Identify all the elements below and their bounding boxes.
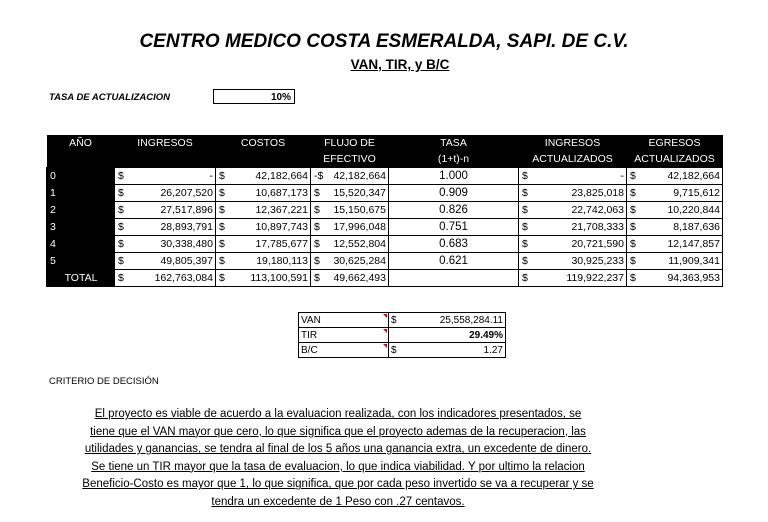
amount: 1.27 [483, 344, 503, 356]
amount: 29.49% [469, 329, 503, 341]
amount: 25,558,284.11 [439, 314, 503, 326]
amount: 21,708,333 [571, 220, 624, 233]
currency-symbol: $ [219, 203, 225, 216]
egr_act-cell[interactable] [627, 253, 723, 270]
header-cell: (1+t)-n [389, 151, 519, 168]
currency-symbol: $ [522, 186, 528, 199]
ing_act-cell[interactable] [519, 185, 627, 202]
result-row [299, 328, 506, 343]
currency-symbol: $ [118, 271, 124, 284]
amount: 26,207,520 [160, 186, 213, 199]
ingresos-cell[interactable] [115, 219, 216, 236]
page-subtitle [0, 57, 768, 72]
result-row [299, 343, 506, 358]
amount: 17,785,677 [255, 237, 308, 250]
amount: 11,909,341 [668, 254, 720, 267]
currency-symbol: $ [630, 271, 636, 284]
costos-cell[interactable] [216, 168, 311, 185]
amount: 23,825,018 [571, 186, 624, 199]
currency-symbol: $ [118, 203, 124, 216]
table-body [47, 168, 723, 287]
currency-symbol: $ [314, 220, 320, 233]
amount: 10,897,743 [255, 220, 308, 233]
currency-symbol: $ [314, 271, 320, 284]
ingresos-cell[interactable] [115, 253, 216, 270]
currency-symbol: $ [118, 254, 124, 267]
currency-symbol: $ [219, 169, 225, 182]
currency-symbol: $ [219, 186, 225, 199]
year-cell: 4 [47, 236, 115, 253]
currency-symbol: $ [630, 254, 636, 267]
page-title: CENTRO MEDICO COSTA ESMERALDA, SAPI. DE C.V. [139, 31, 629, 52]
criteria-line: tiene que el VAN mayor que cero, lo que significa que el proyecto ademas de la recuperacion, las [90, 425, 586, 438]
header-cell [216, 151, 311, 168]
flujo-cell[interactable] [311, 185, 389, 202]
costos-cell[interactable] [216, 185, 311, 202]
table-header [47, 135, 723, 168]
flujo-cell[interactable] [311, 202, 389, 219]
currency-symbol: $ [219, 237, 225, 250]
costos-cell[interactable] [216, 253, 311, 270]
amount: 10,220,844 [667, 203, 720, 216]
amount: 49,805,397 [160, 254, 213, 267]
currency-symbol: $ [522, 254, 528, 267]
header-cell [115, 151, 216, 168]
result-label: VAN [299, 313, 389, 328]
amount: 113,100,591 [250, 271, 308, 284]
header-cell: ACTUALIZADOS [519, 151, 627, 168]
amount: 30,338,480 [160, 237, 213, 250]
ingresos-cell[interactable] [115, 168, 216, 185]
ing_act-cell[interactable] [519, 236, 627, 253]
header-cell: ACTUALIZADOS [627, 151, 723, 168]
amount: 8,187,636 [673, 220, 720, 233]
criteria-line: utilidades y ganancias, se tendra al final de los 5 años una ganancia extra, un excedente de dinero. [84, 443, 592, 456]
ing_act-cell[interactable] [519, 219, 627, 236]
result-value[interactable] [389, 343, 506, 358]
amount: 94,363,953 [667, 271, 720, 284]
currency-symbol: $ [219, 271, 225, 284]
egr_act-cell[interactable] [627, 202, 723, 219]
currency-symbol: $ [630, 186, 636, 199]
header-cell: INGRESOS [519, 135, 627, 151]
ing_act-cell[interactable] [519, 270, 627, 287]
currency-symbol: $ [314, 254, 320, 267]
amount: 119,922,237 [566, 271, 624, 284]
total-row [47, 270, 723, 287]
criteria-line: Se tiene un TIR mayor que la tasa de evaluacion, lo que indica viabilidad. Y por ultimo la relacion [91, 460, 585, 473]
rate-label: TASA DE ACTUALIZACION [49, 92, 171, 103]
amount: 30,925,233 [571, 254, 624, 267]
flujo-cell[interactable] [311, 253, 389, 270]
amount: 28,893,791 [160, 220, 213, 233]
criteria-line: Beneficio-Costo es mayor que 1, lo que significa, que por cada peso invertido se va a recuperar y se [82, 478, 594, 491]
currency-symbol: $ [314, 237, 320, 250]
amount: 42,182,664 [255, 169, 308, 182]
amount: 27,517,896 [160, 203, 213, 216]
tasa-cell[interactable]: 0.909 [389, 185, 519, 202]
amount: 12,552,804 [333, 237, 386, 250]
header-cell: COSTOS [216, 135, 311, 151]
egr_act-cell[interactable] [627, 236, 723, 253]
header-cell: FLUJO DE [311, 135, 389, 151]
tasa-cell[interactable]: 0.621 [389, 253, 519, 270]
flujo-cell[interactable] [311, 219, 389, 236]
cashflow-table [46, 135, 723, 287]
amount: 10,687,173 [255, 186, 308, 199]
currency-symbol: $ [522, 169, 528, 182]
criteria-line: tendra un excedente de 1 Peso con .27 centavos. [211, 495, 465, 508]
result-label: TIR [299, 328, 389, 343]
rate-value-cell[interactable]: 10% [213, 89, 295, 104]
year-cell: 1 [47, 185, 115, 202]
currency-symbol: $ [118, 237, 124, 250]
egr_act-cell[interactable] [627, 219, 723, 236]
amount: 42,182,664 [667, 169, 720, 182]
currency-symbol: $ [522, 220, 528, 233]
criteria-line: El proyecto es viable de acuerdo a la evaluacion realizada, con los indicadores presentados, se [94, 408, 582, 420]
result-row [299, 313, 506, 328]
tasa-cell[interactable] [389, 270, 519, 287]
table-row [47, 202, 723, 219]
flujo-cell[interactable] [311, 236, 389, 253]
criteria-text [40, 406, 636, 512]
currency-symbol: $ [522, 203, 528, 216]
amount: 15,520,347 [333, 186, 386, 199]
header-cell: EGRESOS [627, 135, 723, 151]
currency-symbol: $ [630, 169, 636, 182]
currency-symbol: $ [391, 314, 397, 326]
amount: - [620, 169, 624, 182]
year-cell: 0 [47, 168, 115, 185]
costos-cell[interactable] [216, 270, 311, 287]
flujo-cell[interactable] [311, 168, 389, 185]
ingresos-cell[interactable] [115, 270, 216, 287]
currency-symbol: $ [118, 169, 124, 182]
amount: 20,721,590 [571, 237, 624, 250]
currency-symbol: $ [630, 220, 636, 233]
year-cell: 2 [47, 202, 115, 219]
amount: 12,367,221 [255, 203, 308, 216]
tasa-cell[interactable]: 1.000 [389, 168, 519, 185]
flujo-cell[interactable] [311, 270, 389, 287]
result-label: B/C [299, 343, 389, 358]
amount: 15,150,675 [333, 203, 386, 216]
ing_act-cell[interactable] [519, 202, 627, 219]
costos-cell[interactable] [216, 202, 311, 219]
table-row [47, 219, 723, 236]
amount: 17,996,048 [333, 220, 386, 233]
tasa-cell[interactable]: 0.826 [389, 202, 519, 219]
amount: - [209, 169, 213, 182]
amount: 42,182,664 [333, 169, 386, 182]
currency-symbol: $ [219, 254, 225, 267]
currency-symbol: $ [522, 237, 528, 250]
amount: 49,662,493 [333, 271, 386, 284]
tasa-cell[interactable]: 0.683 [389, 236, 519, 253]
costos-cell[interactable] [216, 236, 311, 253]
header-cell: INGRESOS [115, 135, 216, 151]
amount: 30,625,284 [333, 254, 386, 267]
results-table [298, 312, 506, 358]
table-row [47, 168, 723, 185]
table-row [47, 253, 723, 270]
ing_act-cell[interactable] [519, 253, 627, 270]
costos-cell[interactable] [216, 219, 311, 236]
currency-symbol: $ [630, 203, 636, 216]
ing_act-cell[interactable] [519, 168, 627, 185]
amount: 22,742,063 [571, 203, 624, 216]
currency-symbol: $ [314, 203, 320, 216]
header-cell: TASA [389, 135, 519, 151]
currency-symbol: $ [522, 271, 528, 284]
year-cell: 5 [47, 253, 115, 270]
currency-symbol: $ [391, 344, 397, 356]
year-cell: 3 [47, 219, 115, 236]
ingresos-cell[interactable] [115, 185, 216, 202]
egr_act-cell[interactable] [627, 270, 723, 287]
ingresos-cell[interactable] [115, 236, 216, 253]
egr_act-cell[interactable] [627, 168, 723, 185]
amount: 9,715,612 [673, 186, 720, 199]
result-value[interactable] [389, 313, 506, 328]
header-cell: EFECTIVO [311, 151, 389, 168]
currency-symbol: $ [219, 220, 225, 233]
currency-symbol: $ [630, 237, 636, 250]
amount: 162,763,084 [154, 271, 213, 284]
currency-symbol: $ [118, 220, 124, 233]
table-row [47, 236, 723, 253]
currency-symbol: $ [118, 186, 124, 199]
currency-symbol: -$ [314, 169, 324, 182]
header-cell [47, 151, 115, 168]
egr_act-cell[interactable] [627, 185, 723, 202]
amount: 19,180,113 [256, 254, 308, 267]
header-cell: AÑO [47, 135, 115, 151]
result-value[interactable] [389, 328, 506, 343]
table-row [47, 185, 723, 202]
year-cell: TOTAL [47, 270, 115, 287]
amount: 12,147,857 [667, 237, 720, 250]
criteria-label: CRITERIO DE DECISIÓN [49, 376, 159, 387]
ingresos-cell[interactable] [115, 202, 216, 219]
currency-symbol: $ [314, 186, 320, 199]
subtitle-text: VAN, TIR, y B/C [350, 57, 450, 72]
tasa-cell[interactable]: 0.751 [389, 219, 519, 236]
